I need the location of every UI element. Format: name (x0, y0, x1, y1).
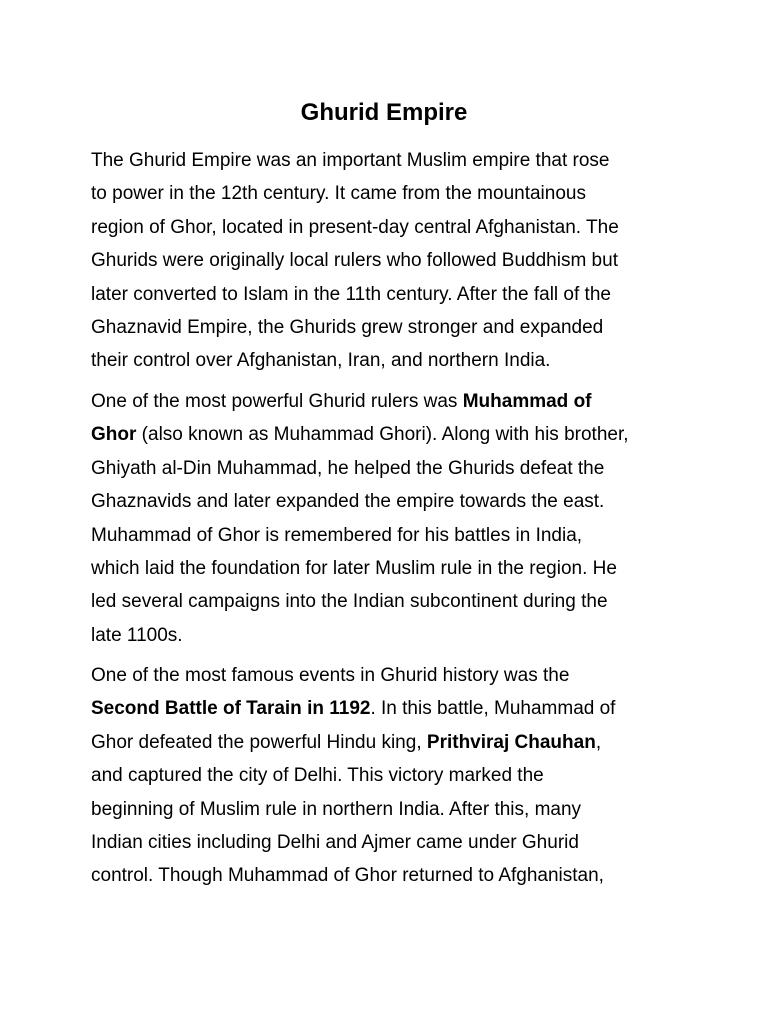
document-title: Ghurid Empire (300, 99, 468, 126)
text-line: and captured the city of Delhi. This victory marked the (91, 765, 544, 787)
paragraph-intro (91, 144, 691, 378)
bold-text-run: Ghor (91, 424, 137, 446)
text-run: , (595, 731, 602, 753)
text-line: Muhammad of Ghor is remembered for his battles in India, (91, 524, 583, 546)
text-line: Ghurids were originally local rulers who followed Buddhism but (91, 250, 618, 272)
text-line: control. Though Muhammad of Ghor returned to Afghanistan, (91, 865, 604, 887)
text-run: (also known as Muhammad Ghori). Along with his brother, (136, 424, 629, 446)
bold-text-run: Prithviraj Chauhan (426, 731, 596, 753)
paragraph-battle-of-tarain (91, 659, 691, 893)
text-line: Indian cities including Delhi and Ajmer came under Ghurid (91, 832, 579, 854)
text-run: Ghor defeated the powerful Hindu king, (91, 731, 427, 753)
text-line (91, 726, 691, 759)
text-line: beginning of Muslim rule in northern India. After this, many (91, 798, 582, 820)
text-run: One of the most powerful Ghurid rulers was (91, 391, 463, 412)
text-line: their control over Afghanistan, Iran, and northern India. (91, 350, 551, 372)
bold-text-run: Second Battle of Tarain in 1192 (91, 698, 371, 720)
text-line: late 1100s. (91, 624, 183, 646)
text-line: which laid the foundation for later Muslim rule in the region. He (91, 558, 617, 580)
text-line (91, 418, 691, 451)
text-line (91, 692, 691, 725)
paragraph-muhammad-of-ghor (91, 385, 691, 652)
text-run: . In this battle, Muhammad of (370, 698, 616, 720)
text-line (91, 385, 691, 418)
text-line: to power in the 12th century. It came from the mountainous (91, 183, 586, 205)
text-line: Ghiyath al-Din Muhammad, he helped the Ghurids defeat the (91, 457, 605, 479)
text-line: Ghaznavids and later expanded the empire towards the east. (91, 491, 605, 513)
text-line: led several campaigns into the Indian subcontinent during the (91, 591, 608, 613)
text-line: region of Ghor, located in present-day central Afghanistan. The (91, 216, 619, 238)
text-line: later converted to Islam in the 11th century. After the fall of the (91, 283, 611, 305)
text-line: The Ghurid Empire was an important Muslim empire that rose (91, 150, 610, 171)
bold-text-run: Muhammad of (462, 391, 592, 412)
text-line: Ghaznavid Empire, the Ghurids grew stronger and expanded (91, 317, 604, 339)
text-line: One of the most famous events in Ghurid history was the (91, 665, 570, 686)
